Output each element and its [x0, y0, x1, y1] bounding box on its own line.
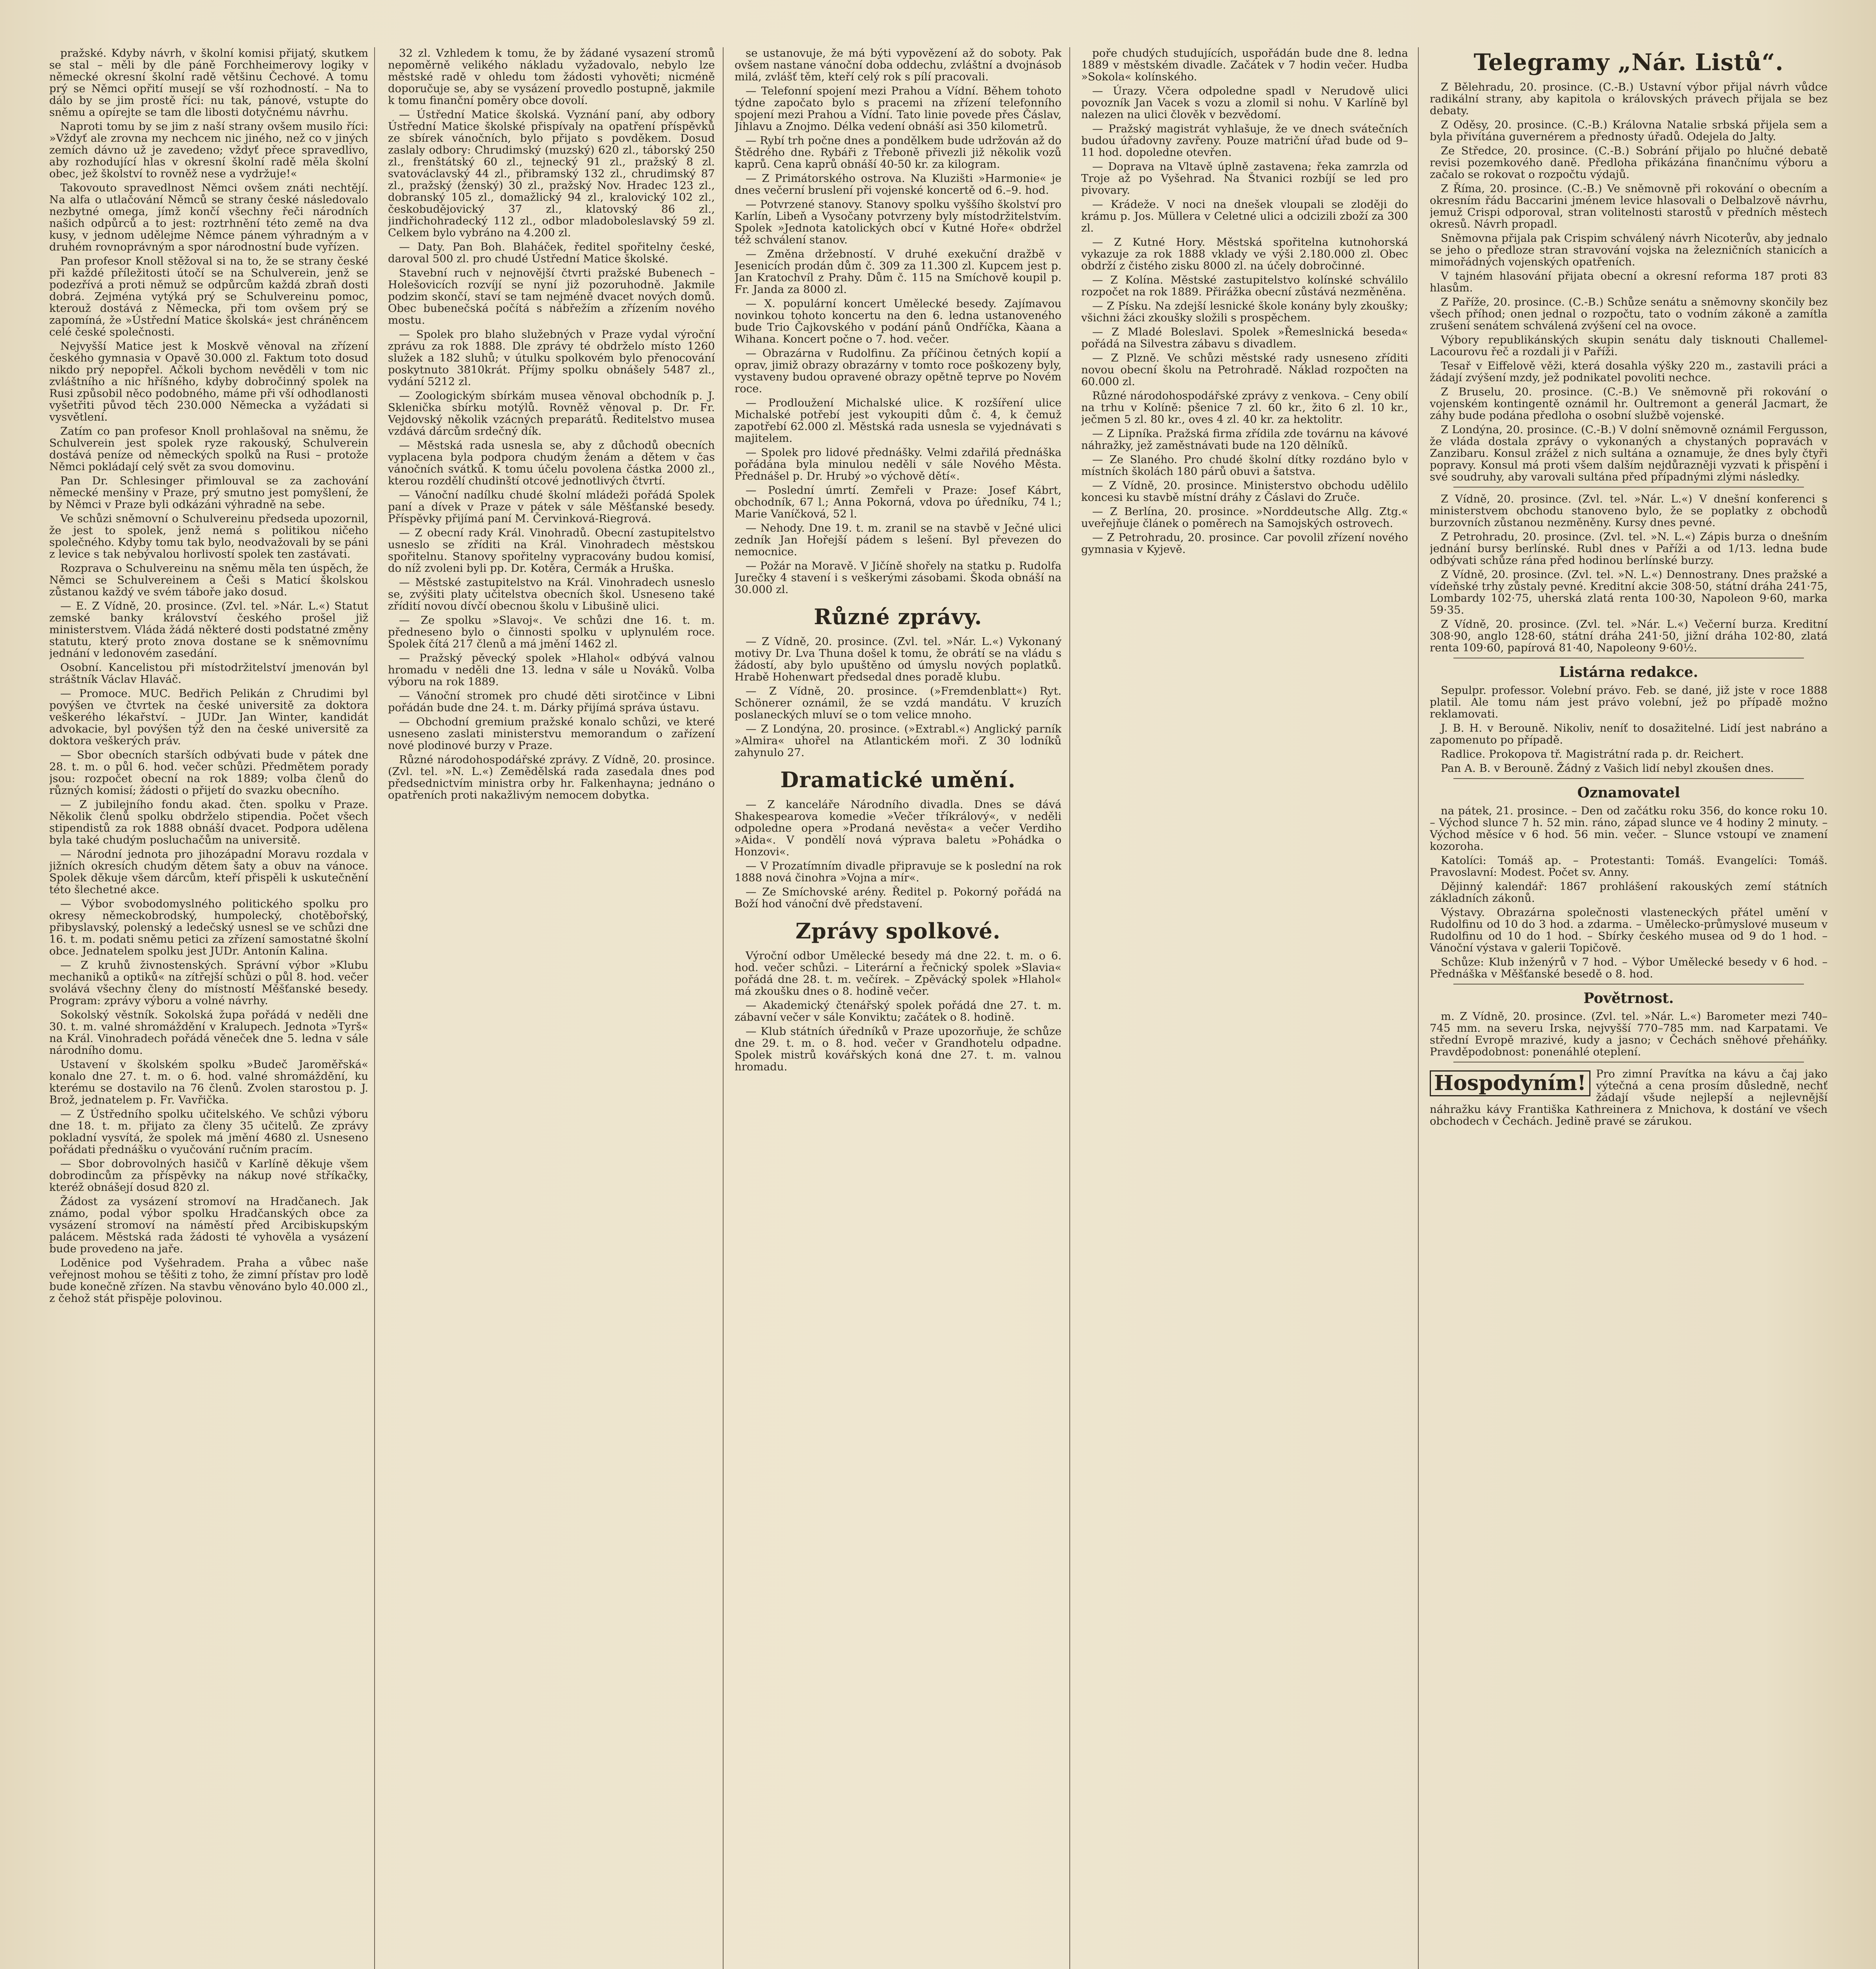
section-heading: Zprávy spolkové. [795, 918, 1001, 944]
article-paragraph: V tajném hlasování přijata obecní a okresní reforma 187 proti 83 hlasům. [1430, 270, 1828, 294]
article-paragraph: — Z kruhů živnostenských. Správní výbor »Klubu mechaniků a optiků« na zítřejší schůzi o půl 8. hod. večer svolává všechny členy do místností Měšťanské besedy. Program: zprávy výboru a volné návrhy. [49, 959, 368, 1007]
article-paragraph: — Prodloužení Michalské ulice. K rozšíření ulice Michalské potřebí jest vykoupiti dům č. 4, k čemuž zapotřebí 62.000 zl. Městská rada usnesla se vyjednávati s majitelem. [735, 397, 1061, 445]
article-paragraph: 32 zl. Vzhledem k tomu, že by žádané vysazení stromů nepoměrně velikého nákladu vyžadovalo, nebylo lze městské radě v ohledu tom žádosti vyhověti; nicméně doporučuje se, aby se vysázení provedlo postupně, jakmile k tomu finanční poměry obce dovolí. [388, 47, 715, 107]
povetrnost-heading: Povětrnost. [1583, 990, 1674, 1007]
article-paragraph: — Daty. Pan Boh. Blaháček, ředitel spořitelny české, daroval 500 zl. pro chudé Ústřední Matice školské. [388, 241, 715, 265]
article-paragraph: — Potvrzené stanovy. Stanovy spolku vyššího školství pro Karlín, Libeň a Vysočany potvrzeny byly místodržitelstvím. Spolek »Jednota katolických obcí v Kutné Hoře« obdržel též schválení stanov. [735, 198, 1061, 246]
article-paragraph: — Městská rada usnesla se, aby z důchodů obecních vyplacena byla podpora chudým ženám a dětem v čas vánočních svátků. K tomu účelu povolena částka 2000 zl., kterou rozdělí chudinští otcové jednotlivých čtvrtí. [388, 439, 715, 487]
oznamovatel-list [1430, 805, 1828, 980]
article-paragraph: Výstavy. Obrazárna společnosti vlasteneckých přátel umění v Rudolfinu od 10 do 3 hod. a zdarma. – Umělecko-průmyslové museum v Rudolfinu od 10 do 1 hod. – Sbírky českého musea od 9 do 1 hod. – Vánoční výstava v galerii Topičově. [1430, 906, 1828, 954]
article-paragraph: — Ze Smíchovské arény. Ředitel p. Pokorný pořádá na Boží hod vánoční dvě představení. [735, 886, 1061, 910]
article-paragraph: Z Oděsy, 20. prosince. (C.-B.) Královna Natalie srbská přijela sem a byla přivítána guvernérem a přednosty úřadů. Odejela do Jalty. [1430, 119, 1828, 143]
article-paragraph: — Z Písku. Na zdejší lesnické škole konány byly zkoušky; všichni žáci zkoušky složili s prospěchem. [1081, 300, 1408, 324]
article-paragraph: — Z Kutné Hory. Městská spořitelna kutnohorská vykazuje za rok 1888 vklady ve výši 2.180.000 zl. Obec obdrží z čistého zisku 8000 zl. na účely dobročinné. [1081, 236, 1408, 272]
article-paragraph: — Vánoční nadílku chudé školní mládeži pořádá Spolek paní a dívek v Praze v pátek v sále Měšťanské besedy. Příspěvky přijímá paní M. Červinková-Riegrová. [388, 489, 715, 525]
article-paragraph: Tesař v Eiffelově věži, která dosahla výšky 220 m., zastavili práci a žádají zvýšení mzdy, jež podnikatel povoliti nechce. [1430, 360, 1828, 384]
article-paragraph: Výbory republikánských skupin senátu daly tisknouti Challemel-Lacourovu řeč a rozdali ji v Paříži. [1430, 334, 1828, 358]
article-paragraph: na pátek, 21. prosince. – Den od začátku roku 356, do konce roku 10. – Východ slunce 7 h. 52 min. ráno, západ slunce ve 4 hodiny 2 minuty. – Východ měsíce v 6 hod. 56 min. večer. – Slunce vstoupí ve znamení kozoroha. [1430, 805, 1828, 853]
article-paragraph: — Výbor svobodomyslného politického spolku pro okresy německobrodský, humpolecký, chotěbořský, přibyslavský, polenský a ledečský usnesl se ve schůzi dne 16. t. m. podati sněmu petici za zřízení samostatné školní obce. Jednatelem spolku jest JUDr. Antonín Kalina. [49, 897, 368, 957]
article-paragraph: — Městské zastupitelstvo na Král. Vinohradech usneslo se, zvýšiti platy učitelstva obecních škol. Usneseno také zřídití novou dívčí obecnou školu v Libušině ulici. [388, 576, 715, 612]
article-paragraph: — Národní jednota pro jihozápadní Moravu rozdala v jižních okresích chudým dětem šaty a obuv na vánoce. Spolek děkuje všem dárcům, kteří přispěli k uskutečnění této šlechetné akce. [49, 848, 368, 896]
article-paragraph: se ustanovuje, že má býti vypovězení až do soboty. Pak ovšem nastane vánoční doba oddechu, zvláštní a dvojnásob milá, zvlášť těm, kteří celý rok s pílí pracovali. [735, 47, 1061, 83]
article-paragraph: — Z jubilejního fondu akad. čten. spolku v Praze. Několik členů spolku obdrželo stipendia. Počet všech stipendistů za rok 1888 obnáší dvacet. Podpora udělena byla také chudým posluchačům na universitě. [49, 798, 368, 846]
article-paragraph: — Spolek pro blaho služebných v Praze vydal výroční zprávu za rok 1888. Dle zprávy té obdrželo místo 1260 služek a 182 sluhů; v útulku spolkovém bylo přenocování poskytnuto 3810krát. Příjmy spolku obnášely 5487 zl., vydání 5212 zl. [388, 328, 715, 388]
section-heading: Dramatické umění. [780, 767, 1016, 792]
article-paragraph: — Obchodní gremium pražské konalo schůzi, ve které usneseno zaslati ministerstvu memorandum o zařízení nové plodinové burzy v Praze. [388, 716, 715, 752]
hospodynim-label: Hospodyním! [1430, 1070, 1590, 1096]
article-paragraph: Ve schůzi sněmovní o Schulvereinu předseda upozornil, že jest to spolek, jenž nemá s politikou ničeho společného. Kdyby tomu tak bylo, neodvažovali by se páni z levice s tak nebývalou horlivostí spolek ten zastávati. [49, 512, 368, 560]
article-paragraph: Zatím co pan profesor Knoll prohlašoval na sněmu, že Schulverein jest spolek ryze rakouský, Schulverein dostává peníze od německých spolků na Rusi – protože Němci pokládají celý svět za svou domovinu. [49, 425, 368, 473]
article-paragraph: — Z Londýna, 20. prosince. (»Extrabl.«) Anglický parník »Almira« uhořel na Atlantickém moři. Z 30 lodníků zahynulo 27. [735, 723, 1061, 759]
article-paragraph: Pan profesor Knoll stěžoval si na to, že se strany české při každé příležitosti útočí se na Schulverein, jenž se podezřívá a proti němuž se odpůrcům každá zbraň dosti dobrá. Zejména vytýká prý se Schulvereinu pomoc, kterouž dostává z Německa, při tom ovšem prý se zapomíná, že »Ústřední Matice školská« jest chráněncem celé české společnosti. [49, 255, 368, 338]
article-paragraph: Nejvyšší Matice jest k Moskvě věnoval na zřízení českého gymnasia v Opavě 30.000 zl. Faktum toto dosud nikdo prý nepopřel. Ačkoli bychom nevěděli v tom nic zvláštního a nic hříšného, kdyby dobročinný spolek na Rusi způsobil něco podobného, máme při vší odhodlanosti vyšetřiti původ těch 230.000 Německa a vyžádati si vysvětlení. [49, 340, 368, 423]
column-3 [735, 47, 1061, 1969]
article-paragraph: m. Z Vídně, 20. prosince. (Zvl. tel. »Nár. L.«) Barometer mezi 740–745 mm. na severu Irska, nejvyšší 770–785 mm. nad Karpatami. Ve střední Evropě mrazivé, kudy a jasno; v Čechách sněhové přeháňky. Pravděpodobnost: ponenáhlé oteplení. [1430, 1010, 1828, 1058]
article-paragraph: — Ze Slaného. Pro chudé školní dítky rozdáno bylo v místních školách 180 párů obuvi a šatstva. [1081, 453, 1408, 478]
article-paragraph: — Z Mladé Boleslavi. Spolek »Řemeslnická beseda« pořádá na Silvestra zábavu s divadlem. [1081, 326, 1408, 350]
burza-list [1430, 493, 1828, 654]
article-paragraph: Stavební ruch v nejnovější čtvrti pražské Bubenech – Holešovicích rozvíjí se nyní již pozoruhodně. Jakmile podzim skončí, staví se tam nejméně dvacet nových domů. Obec bubenečská počítá s nábřežím a zřízením nového mostu. [388, 267, 715, 326]
article-paragraph: Radlice. Prokopova tř. Magistrátní rada p. dr. Reichert. [1441, 748, 1744, 760]
article-paragraph: — Rybí trh počne dnes a pondělkem bude udržován až do Štědrého dne. Rybáři z Třeboně přivezli již několik vozů kaprů. Cena kaprů obnáší 40-50 kr. za kilogram. [735, 134, 1061, 171]
article-paragraph: Loděnice pod Vyšehradem. Praha a vůbec naše veřejnost mohou se těšiti z toho, že zimní přístav pro lodě bude konečně zřízen. Na stavbu věnováno bylo 40.000 zl., z čehož stát přispěje polovinou. [49, 1257, 368, 1305]
column-rule [723, 47, 724, 1969]
article-paragraph: Z Bělehradu, 20. prosince. (C.-B.) Ustavní výbor přijal návrh vůdce radikální strany, aby kapitola o královských právech přijala se bez debaty. [1430, 81, 1828, 117]
article-paragraph: Z Říma, 20. prosince. (C.-B.) Ve sněmovně při rokování o obecním a okresním řádu Baccarini jménem levice hlasovali o Delbalzově návrhu, jemuž Crispi odporoval, stran volitelnosti starostů v předních městech okresů. Návrh propadl. [1430, 182, 1828, 230]
article-paragraph: Z Paříže, 20. prosince. (C.-B.) Schůze senátu a sněmovny skončily bez všech příhod; onen jednal o rozpočtu, tato o vodním zákoně a zamítla zrušení senátem schválená zvýšení cel na ovoce. [1430, 296, 1828, 332]
column-rule [1418, 47, 1419, 1969]
article-paragraph: — Z obecní rady Král. Vinohradů. Obecní zastupitelstvo usneslo se zříditi na Král. Vinohradech městskou spořitelnu. Stanovy spořitelny vypracovány budou komisí, do níž zvoleni byli pp. Dr. Kotěra, Čermák a Hruška. [388, 527, 715, 575]
article-paragraph: — Z Plzně. Ve schůzi městské rady usneseno zříditi novou obecní školu na Petrohradě. Náklad rozpočten na 60.000 zl. [1081, 352, 1408, 388]
article-paragraph: — Nehody. Dne 19. t. m. zranil se na stavbě v Ječné ulici zedník Jan Hořejší pádem s lešení. Byl převezen do nemocnice. [735, 522, 1061, 558]
article-paragraph: — X. populární koncert Umělecké besedy. Zajímavou novinkou tohoto koncertu na den 6. ledna ustanoveného bude Trio Čajkovského v podání pánů Ondříčka, Kàana a Wihana. Koncert počne o 7. hod. večer. [735, 297, 1061, 345]
article-paragraph: — Telefonní spojení mezi Prahou a Vídní. Během tohoto týdne započato bylo s pracemi na zřízení telefonního spojení mezi Prahou a Vídní. Tato linie povede přes Čáslav, Jihlavu a Znojmo. Délka vedení obnáší asi 350 kilometrů. [735, 85, 1061, 133]
article-paragraph: — Zoologickým sbírkám musea věnoval obchodník p. J. Sklenička sbírku motýlů. Rovněž věnoval p. Dr. Fr. Vejdovský několik vzácných preparátů. Ředitelstvo musea vzdává dárcům srdečný dík. [388, 389, 715, 438]
column-rule [1069, 47, 1070, 1969]
article-paragraph: — Ze spolku »Slavoj«. Ve schůzi dne 16. t. m. předneseno bylo o činnosti spolku v uplynulém roce. Spolek čítá 217 členů a má jmění 1462 zl. [388, 614, 715, 650]
article-paragraph: Sepulpr. professor. Volební právo. Feb. se dané, již jste v roce 1888 platil. Ale tomu nám jest právo volební, jež po případě možno reklamovati. [1430, 684, 1828, 720]
article-paragraph: Pan A. B. v Berouně. Žádný z Vašich lidí nebyl zkoušen dnes. [1441, 762, 1774, 775]
article-paragraph: — Doprava na Vltavě úplně zastavena; řeka zamrzla od Troje až po Vyšehrad. Na Štvanici rozbíjí se led pro pivovary. [1081, 160, 1408, 197]
article-paragraph: Žádost za vysázení stromoví na Hradčanech. Jak známo, podal výbor spolku Hradčanských obce za vysázení stromoví na náměstí před Arcibiskupským palácem. Městská rada žádosti té vyhověla a vysázení bude provedeno na jaře. [49, 1195, 368, 1255]
article-paragraph: — Obrazárna v Rudolfinu. Za příčinou četných kopií a oprav, jimiž obrazy obrazárny v tomto roce poškozeny byly, vystaveny budou opravené obrazy opětně teprve po Novém roce. [735, 347, 1061, 395]
article-paragraph: Z Vídně, 20. prosince. (Zvl. tel. »Nár. L.«) V dnešní konferenci s ministerstvem obchodu stanoveno bylo, že se poplatky z obchodů burzovních zůstanou nezměněny. Kursy dnes pevné. [1430, 493, 1828, 529]
article-paragraph: — Poslední úmrtí. Zemřeli v Praze: Josef Kábrt, obchodník, 67 l.; Anna Pokorná, vdova po úředníku, 74 l.; Marie Vaníčková, 52 l. [735, 484, 1061, 520]
article-paragraph: poře chudých studujících, uspořádán bude dne 8. ledna 1889 v městském divadle. Začátek v 7 hodin večer. Hudba »Sokola« kolínského. [1081, 47, 1408, 83]
article-paragraph: — Z Vídně, 20. prosince. (Zvl. tel. »Nár. L.«) Vykonaný motivy Dr. Lva Thuna došel k tomu, že obrátí se na vládu s žádostí, aby bylo upuštěno od úmyslu nových poplatků. Hrabě Hohenwart předsedal dnes poradě klubu. [735, 635, 1061, 683]
article-paragraph: Z Petrohradu, 20. prosince. (Zvl. tel. »N. L.«) Zápis burza o dnešním jednání bursy berlínské. Rubl dnes v Paříži a od 1/13. ledna bude odbývati schůze rána před hodinou berlínské burzy. [1430, 530, 1828, 567]
article-paragraph: — Spolek pro lidové přednášky. Velmi zdařilá přednáška pořádána byla minulou neděli v sále Nového Města. Přednášel p. Dr. Hrubý »o výchově dětí«. [735, 446, 1061, 482]
article-paragraph: — Z Primátorského ostrova. Na Kluzišti »Harmonie« je dnes večerní bruslení při vojenské koncertě od 6.–9. hod. [735, 172, 1061, 197]
article-paragraph: — Akademický čtenářský spolek pořádá dne 27. t. m. zábavní večer v sále Konviktu; začátek o 8. hodině. [735, 999, 1061, 1023]
article-paragraph: Pan Dr. Schlesinger přimlouval se za zachování německé menšiny v Praze, prý smutno jest pomyšlení, že by Němci v Praze byli odkázáni výhradně na sebe. [49, 475, 368, 511]
telegram-list [1430, 81, 1828, 483]
article-paragraph: Výroční odbor Umělecké besedy má dne 22. t. m. o 6. hod. večer schůzi. – Literární a řečnický spolek »Slavia« pořádá dne 28. t. m. večírek. – Zpěvácký spolek »Hlahol« má zkoušku dnes o 8. hodině večer. [735, 949, 1061, 997]
article-paragraph: — Klub státních úředníků v Praze upozorňuje, že schůze dne 29. t. m. o 8. hod. večer v Grandhotelu odpadne. Spolek mistrů kovářských koná dne 27. t. m. valnou hromadu. [735, 1025, 1061, 1073]
article-paragraph: — Krádeže. V noci na dnešek vloupali se zloději do krámu p. Jos. Müllera v Celetné ulici a odcizili zboží za 300 zl. [1081, 198, 1408, 234]
article-paragraph: — Promoce. MUC. Bedřich Pelikán z Chrudimi byl povýšen ve čtvrtek na české universitě za doktora veškerého lékařství. – JUDr. Jan Winter, kandidát advokacie, byl povýšen týž den na české universitě za doktora veškerých práv. [49, 687, 368, 747]
article-paragraph: Naproti tomu by se jim z naší strany ovšem musilo říci: »Vždyť ale zrovna my nechcem nic jiného, než co v jiných zemích dávno už je zavedeno; vždyť přece spravedlivo, aby rozhodující hlas v okresní školní radě měla školní obec, jež školství to rovněž nese a vydržuje!« [49, 120, 368, 180]
article-paragraph: — Pražský magistrát vyhlašuje, že ve dnech svátečních budou úřadovny zavřeny. Pouze matriční úřad bude od 9–11 hod. dopoledne otevřen. [1081, 122, 1408, 159]
listarna-heading: Listárna redakce. [1559, 664, 1698, 680]
article-paragraph: — Sbor obecních starších odbývati bude v pátek dne 28. t. m. o půl 6. hod. večer schůzi. Předmětem porady jsou: rozpočet obecní na rok 1889; volba členů do různých komisí; žádosti o přijetí do svazku obecního. [49, 749, 368, 797]
article-paragraph: Ustavení v školském spolku »Budeč Jaroměřská« konalo dne 27. t. m. o 6. hod. valné shromáždění, ku kterému se dostavilo na 76 členů. Zvolen starostou p. J. Brož, jednatelem p. Fr. Vavřička. [49, 1058, 368, 1106]
hospodynim-ad [1430, 1068, 1828, 1127]
article-paragraph: — Úrazy. Včera odpoledne spadl v Nerudově ulici povozník Jan Vacek s vozu a zlomil si nohu. V Karlíně byl nalezen na ulici člověk v bezvědomí. [1081, 85, 1408, 121]
article-paragraph: — Z Berlína, 20. prosince. »Norddeutsche Allg. Ztg.« uveřejňuje článek o poměrech na Samojských ostrovech. [1081, 505, 1408, 530]
article-paragraph: — Ústřední Matice školská. Vyznání paní, aby odbory Ústřední Matice školské přispívaly na opatření příspěvků ze sbírek vánočních, bylo přijato s povděkem. Dosud zaslaly odbory: Chrudimský (muzský) 620 zl., táborský 250 zl., frenštátský 60 zl., tejnecký 91 zl., pražský 8 zl. svatováclavský 44 zl., přibramský 132 zl., chrudimský 87 zl., pražský (ženský) 30 zl., pražský Nov. Hradec 123 zl., dobranský 105 zl., domažlický 94 zl., kralovický 102 zl., českobudějovický 37 zl., klatovský 86 zl., jindřichohradecký 112 zl., odbor mladoboleslavský 59 zl. Celkem bylo vybráno na 4.200 zl. [388, 108, 715, 239]
article-paragraph: Takovouto spravedlnost Němci ovšem znáti nechtějí. Na alfa o utlačování Němců se strany české následovalo nezbytné omega, jímž končí všechny řeči národních našich odpůrců a to jest: roztrhnění této země na dva kusy, v jednom udělejme Němce pánem výhradným a v druhém rovnoprávným a spor národnostní bude vyřízen. [49, 182, 368, 253]
article-paragraph: — Změna držebností. V druhé exekuční dražbě v Jesenicích prodán dům č. 309 za 11.300 zl. Kupcem jest p. Jan Kratochvíl z Prahy. Dům č. 115 na Smíchově koupil p. Fr. Janda za 8000 zl. [735, 248, 1061, 296]
column-5 [1430, 47, 1828, 1969]
column-4 [1081, 47, 1408, 1969]
article-paragraph: — V Prozatímním divadle připravuje se k poslední na rok 1888 nová činohra »Vojna a mír«. [735, 860, 1061, 884]
article-paragraph: Z Bruselu, 20. prosince. (C.-B.) Ve sněmovně při rokování o vojenském kontingentě oznámil hr. Oultremont a generál Jacmart, že záhy bude podána předloha o osobní službě vojenské. [1430, 386, 1828, 422]
article-paragraph: Dějinný kalendář: 1867 prohlášení rakouských zemí státních základních zákonů. [1430, 880, 1828, 905]
article-paragraph: Osobní. Kancelistou při místodržitelství jmenován byl stráštník Václav Hlaváč. [49, 661, 368, 686]
section-heading: Různé zprávy. [814, 604, 982, 629]
article-paragraph: — Z Ústředního spolku učitelského. Ve schůzi výboru dne 18. t. m. přijato za členy 35 učitelů. Ze zprávy pokladní vysvítá, že spolek má jmění 4680 zl. Usneseno pořádati přednášku o vyučování ručním pracím. [49, 1108, 368, 1156]
article-paragraph: — Z Kolína. Městské zastupitelstvo kolínské schválilo rozpočet na rok 1889. Přirážka obecní zůstává nezměněna. [1081, 274, 1408, 298]
article-paragraph: — Požár na Moravě. V Jičíně shořely na statku p. Rudolfa Jurečky 4 stavení i s veškerými zásobami. Škoda obnáší na 30.000 zl. [735, 560, 1061, 596]
article-paragraph: Sněmovna přijala pak Crispim schválený návrh Nicoterův, aby jednalo se jeho o předloze stran stravování vojska na železničních stanicích a mimořádných vojenských opatřeních. [1430, 232, 1828, 268]
article-paragraph: — Z Vídně, 20. prosince. (»Fremdenblatt«) Ryt. Schönerer oznámil, že se vzdá mandátu. V kruzích poslaneckých mluví se o tom velice mnoho. [735, 685, 1061, 721]
article-paragraph: J. B. H. v Berouně. Nikoliv, neníť to dosažitelné. Lidí jest nabráno a zapomenuto po případě. [1430, 722, 1828, 746]
column-rule [374, 47, 375, 1969]
article-paragraph: Schůze: Klub inženýrů v 7 hod. – Výbor Umělecké besedy v 6 hod. – Přednáška v Měšťanské besedě o 8. hod. [1430, 956, 1828, 980]
povetrnost-list [1430, 1010, 1828, 1058]
article-paragraph: Z Londýna, 20. prosince. (C.-B.) V dolní sněmovně oznámil Fergusson, že vláda dostala zprávy o vykonaných a chystaných popravách v Zanzibaru. Konsul zrážel z nich sultána a oznamuje, že dnes byly čtyři popravy. Konsul má proti všem dalším nejdůrazněji vyzvati k přispění i své soudruhy, aby varovali sultána před případnými zlými následky. [1430, 423, 1828, 483]
article-paragraph: — Z Vídně, 20. prosince. Ministerstvo obchodu udělilo koncesi ku stavbě místní dráhy z Čáslavi do Zruče. [1081, 479, 1408, 504]
telegramy-heading: Telegramy „Nár. Listů“. [1473, 49, 1784, 76]
listarna-list [1430, 684, 1828, 774]
article-paragraph: Různé národohospodářské zprávy z venkova. – Ceny obilí na trhu v Kolíně: pšenice 7 zl. 60 kr., žito 6 zl. 10 kr., ječmen 5 zl. 80 kr., oves 4 zl. 40 kr. za hektolitr. [1081, 389, 1408, 426]
column-2 [388, 47, 715, 1969]
article-paragraph: — Z kanceláře Národního divadla. Dnes se dává Shakespearova komedie »Večer tříkrálový«, v neděli odpoledne opera »Prodaná nevěsta« a večer Verdiho »Aida«. V pondělí nová výprava baletu »Pohádka o Honzovi«. [735, 798, 1061, 858]
divider [1453, 487, 1804, 488]
hospodynim-text: Pro zimní Pravítka na kávu a čaj jako výtečná a cena prosím důsledně, nechť žádají všude nejlepší a nejlevnější náhražku kávy Františka Kathreinera z Mnichova, k dostání ve všech obchodech v Čechách. Jedině pravé se zárukou. [1430, 1068, 1828, 1127]
article-paragraph: pražské. Kdyby návrh, v školní komisi přijatý, skutkem se stal – měli by dle páně Forchheimerovy logiky v německé okresní školní radě většinu Čechové. A tomu prý se Němci opřití musejí se vší rozhodností. – Na to dálo by se jim prostě říci: nu tak, pánové, vstupte do sněmu a opírejte se tam dle libosti dotyčnému návrhu. [49, 47, 368, 119]
article-paragraph: — Pražský pěvecký spolek »Hlahol« odbývá valnou hromadu v neděli dne 13. ledna v sále u Nováků. Volba výboru na rok 1889. [388, 652, 715, 688]
article-paragraph: Z Vídně, 20. prosince. (Zvl. tel. »Nár. L.«) Večerní burza. Kreditní 308·90, anglo 128·60, státní dráha 241·50, jižní dráha 102·80, zlatá renta 109·60, papírová 81·40, Napoleony 9·60½. [1430, 618, 1828, 654]
article-paragraph: — Z Lipníka. Pražská firma zřídila zde továrnu na kávové náhražky, jež zaměstnávati bude na 120 dělníků. [1081, 427, 1408, 452]
article-paragraph: Ze Středce, 20. prosince. (C.-B.) Sobrání přijalo po hlučné debatě revisi pozemkového daně. Předloha přikázána finančnímu výboru a začalo se rokovat o rozpočtu výdajů. [1430, 145, 1828, 181]
article-paragraph: Sokolský věstník. Sokolská župa pořádá v neděli dne 30. t. m. valné shromáždění v Kralupech. Jednota »Tyrš« na Král. Vinohradech pořádá věneček dne 5. ledna v sále národního domu. [49, 1009, 368, 1057]
article-paragraph: Katolíci: Tomáš ap. – Protestanti: Tomáš. Evangelíci: Tomáš. Pravoslavní: Modest. Počet sv. Anny. [1430, 854, 1828, 879]
article-paragraph: Rozprava o Schulvereinu na sněmu měla ten úspěch, že Němci se Schulvereinem a Češi s Maticí školskou zůstanou každý ve svém táboře jako dosud. [49, 562, 368, 598]
column-1 [49, 47, 368, 1969]
article-paragraph: — E. Z Vídně, 20. prosince. (Zvl. tel. »Nár. L.«) Statut zemské banky království českého prošel již ministerstvem. Vláda žádá některé dosti podstatné změny statutu, který proto znova dostane se k sněmovnímu jednání v ledonovém zasedání. [49, 600, 368, 660]
article-paragraph: — Sbor dobrovolných hasičů v Karlíně děkuje všem dobrodincům za příspěvky na nákup nové stříkačky, kteréž obnášejí dosud 820 zl. [49, 1157, 368, 1194]
divider [1453, 778, 1804, 779]
article-paragraph: Různé národohospodářské zprávy. Z Vídně, 20. prosince. (Zvl. tel. »N. L.«) Zemědělská rada zasedala dnes pod předsednictvím ministra orby hr. Falkenhayna; jednáno o opatřeních proti nakažlivým nemocem dobytka. [388, 753, 715, 801]
article-paragraph: Z Vídně, 20. prosince. (Zvl. tel. »N. L.«) Dennostrany. Dnes pražské a vídeňské trhy zůstaly pevné. Kreditní akcie 308·50, státní dráha 241·75, Lombardy 102·75, uherská zlatá renta 100·30, Napoleon 9·60, marka 59·35. [1430, 568, 1828, 616]
article-paragraph: — Vánoční stromek pro chudé děti sirotčince v Libni pořádán bude dne 24. t. m. Dárky přijímá správa ústavu. [388, 690, 715, 714]
oznamovatel-heading: Oznamovatel [1577, 784, 1680, 801]
article-paragraph: — Z Petrohradu, 20. prosince. Car povolil zřízení nového gymnasia v Kyjevě. [1081, 531, 1408, 556]
